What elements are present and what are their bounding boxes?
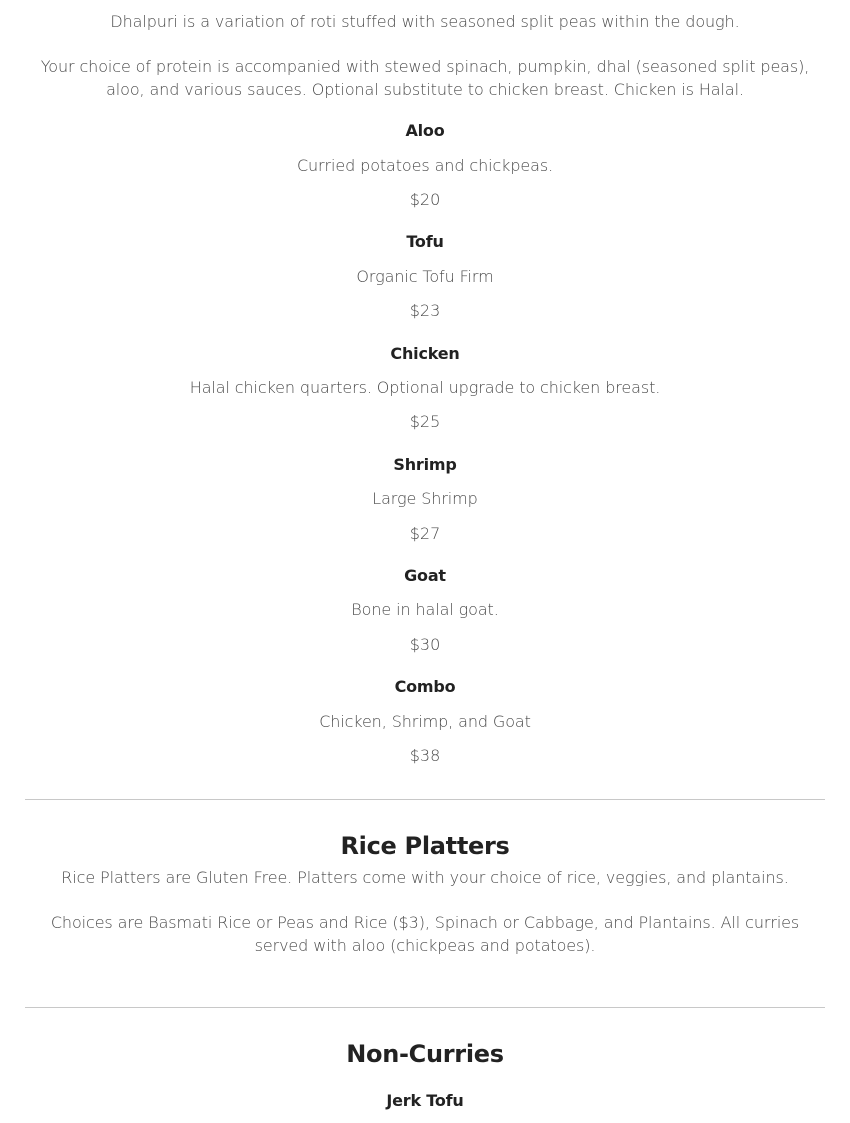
menu-item-price: $20: [409, 190, 441, 209]
menu-item-price: $38: [409, 746, 441, 765]
menu-item-name: Tofu: [406, 232, 444, 251]
menu-item-name: Jerk Tofu: [386, 1091, 464, 1110]
menu-item-name: Chicken: [390, 344, 460, 363]
section-title-non-curries: Non-Curries: [346, 1040, 504, 1068]
menu-item-price: $25: [409, 412, 441, 431]
section-divider: [25, 1007, 825, 1008]
menu-item-price: $30: [409, 635, 441, 654]
menu-item-description: Halal chicken quarters. Optional upgrade to chicken breast.: [189, 378, 661, 397]
menu-item-name: Aloo: [405, 121, 445, 140]
menu-item-name: Shrimp: [393, 455, 457, 474]
rice-platters-description: Rice Platters are Gluten Free. Platters come with your choice of rice, veggies, and plantains.: [61, 868, 789, 887]
menu-item-price: $27: [409, 524, 441, 543]
menu-item-name: Goat: [404, 566, 446, 585]
menu-item-description: Bone in halal goat.: [351, 600, 499, 619]
section-title-rice-platters: Rice Platters: [340, 832, 510, 860]
menu-item-name: Combo: [394, 677, 456, 696]
menu-item-description: Chicken, Shrimp, and Goat: [319, 712, 531, 731]
menu-item-description: Large Shrimp: [372, 489, 478, 508]
rice-platters-choices: Choices are Basmati Rice or Peas and Rice ($3), Spinach or Cabbage, and Plantains. All curries served with aloo (chickpeas and potatoes).: [50, 913, 800, 955]
section-divider: [25, 799, 825, 800]
protein-note: Your choice of protein is accompanied with stewed spinach, pumpkin, dhal (seasoned split peas), aloo, and various sauces. Optional substitute to chicken breast. Chicken is Halal.: [40, 57, 810, 99]
menu-item-description: Curried potatoes and chickpeas.: [296, 156, 554, 175]
dhalpuri-note: Dhalpuri is a variation of roti stuffed with seasoned split peas within the dough.: [110, 12, 740, 31]
menu-item-description: Organic Tofu Firm: [356, 267, 494, 286]
menu-item-price: $23: [409, 301, 441, 320]
